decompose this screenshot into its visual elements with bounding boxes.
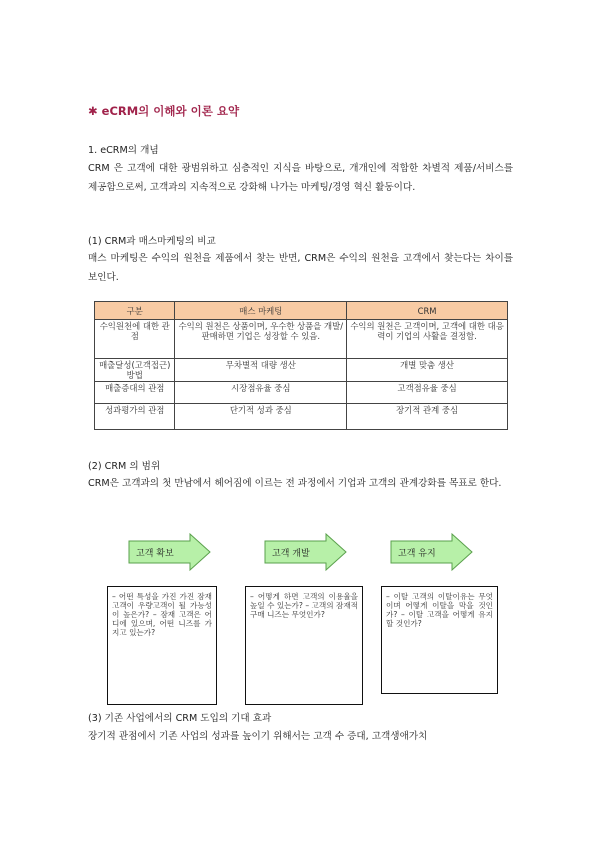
paragraph-expected-effects: 장기적 관점에서 기존 사업의 성과를 높이기 위해서는 고객 수 증대, 고객생애가치 (88, 731, 428, 742)
table-header-cell: 구분 (95, 302, 175, 320)
stage-arrow-acquisition (128, 533, 210, 571)
paragraph-comparison: 매스 마케팅은 수익의 원천을 제품에서 찾는 반면, CRM은 수익의 원천을 고객에서 찾는다는 차이를 보인다. (88, 253, 513, 283)
table-cell: 개별 맞춤 생산 (347, 359, 508, 382)
table-header-cell: CRM (347, 302, 508, 320)
table-row (95, 404, 508, 430)
stage-box-acquisition: – 어떤 특성을 가진 가진 잠재고객이 우량고객이 될 가능성이 높은가? – 잠재 고객은 어디에 있으며, 어떤 니즈를 가지고 있는가? (107, 586, 217, 705)
table-cell: 무차별적 대량 생산 (175, 359, 347, 382)
table-cell: 수익원천에 대한 관점 (95, 320, 175, 359)
table-row (95, 320, 508, 359)
table-cell: 장기적 관계 중심 (347, 404, 508, 430)
stage-arrow-retention (390, 533, 472, 571)
section-heading-expected-effects: (3) 기존 사업에서의 CRM 도입의 기대 효과 (88, 713, 272, 724)
stage-label: 고객 유지 (398, 549, 436, 559)
table-cell: 성과평가의 관점 (95, 404, 175, 430)
stage-box-development: – 어떻게 하면 고객의 이용율을 높일 수 있는가? – 고객의 잠재적 구매 니즈는 무엇인가? (245, 586, 363, 705)
stage-label: 고객 확보 (136, 549, 174, 559)
table-cell: 매출달성(고객접근) 방법 (95, 359, 175, 382)
stage-label: 고객 개발 (272, 549, 310, 559)
paragraph-ecrm-concept: CRM 은 고객에 대한 광범위하고 심층적인 지식을 바탕으로, 개개인에 적합한 차별적 제품/서비스를 제공함으로써, 고객과의 지속적으로 강화해 나가는 마케팅/경영 혁신 활동이다. (88, 163, 513, 193)
table-row (95, 359, 508, 382)
table-row (95, 382, 508, 404)
comparison-table (94, 301, 508, 430)
table-header-row (95, 302, 508, 320)
table-cell: 수익의 원천은 상품이며, 우수한 상품을 개발/판매하면 기업은 성장할 수 있음. (175, 320, 347, 359)
table-cell: 단기적 성과 중심 (175, 404, 347, 430)
table-cell: 매출증대의 관점 (95, 382, 175, 404)
table-header-cell: 매스 마케팅 (175, 302, 347, 320)
stage-box-retention: – 이탈 고객의 이탈이유는 무엇이며 어떻게 이탈을 막을 것인가? – 이탈 고객을 어떻게 유지할 것인가? (381, 586, 498, 694)
table-cell: 시장점유율 중심 (175, 382, 347, 404)
section-heading-crm-scope: (2) CRM 의 범위 (88, 461, 161, 472)
stage-arrow-development (264, 533, 346, 571)
document-title: ✱ eCRM의 이해와 이론 요약 (88, 104, 240, 118)
table-cell: 수익의 원천은 고객이며, 고객에 대한 대응력이 기업의 사활을 결정함. (347, 320, 508, 359)
paragraph-crm-scope: CRM은 고객과의 첫 만남에서 헤어짐에 이르는 전 과정에서 기업과 고객의 관계강화를 목표로 한다. (88, 478, 502, 489)
section-heading-ecrm-concept: 1. eCRM의 개념 (88, 145, 159, 156)
table-cell: 고객점유율 중심 (347, 382, 508, 404)
section-heading-comparison: (1) CRM과 매스마케팅의 비교 (88, 236, 216, 247)
